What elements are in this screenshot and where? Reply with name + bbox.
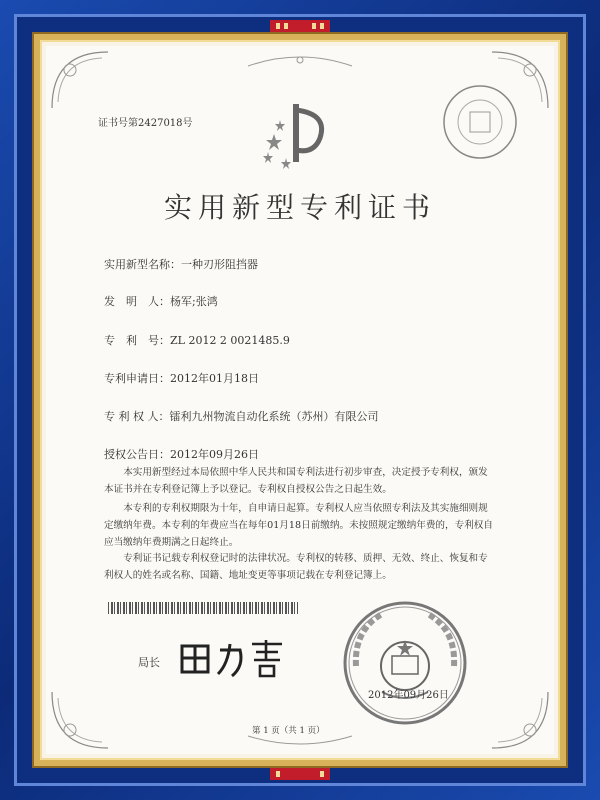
seal-date: 2012年09月26日 <box>368 690 449 701</box>
director-label: 局长 <box>138 656 160 669</box>
body-paragraph: 专利证书记载专利权登记时的法律状况。专利权的转移、质押、无效、终止、恢复和专利权人的姓名或名称、国籍、地址变更等事项记载在专利登记簿上。 <box>104 553 488 581</box>
certificate-title: 实用新型专利证书 <box>163 191 436 224</box>
certificate-paper <box>46 46 554 754</box>
page-number: 第 1 页（共 1 页） <box>252 726 325 736</box>
field-utility-name: 实用新型名称：一种刃形阻挡器 <box>104 258 258 271</box>
field-grant-date: 授权公告日：2012年09月26日 <box>104 448 259 461</box>
patent-office-emblem-icon <box>258 100 338 176</box>
body-paragraph: 本实用新型经过本局依照中华人民共和国专利法进行初步审查，决定授予专利权，颁发本证书并在专利登记簿上予以登记。专利权自授权公告之日起生效。 <box>104 467 488 495</box>
top-flourish-icon <box>246 54 354 70</box>
field-patent-number: 专 利 号：ZL 2012 2 0021485.9 <box>104 334 290 347</box>
field-filing-date: 专利申请日：2012年01月18日 <box>104 372 259 385</box>
director-signature <box>178 636 288 680</box>
field-inventor: 发 明 人：杨军;张鸿 <box>104 295 218 308</box>
field-patentee: 专 利 权 人：镭利九州物流自动化系统（苏州）有限公司 <box>104 410 379 423</box>
body-paragraph: 本专利的专利权期限为十年，自申请日起算。专利权人应当依照专利法及其实施细则规定缴纳年费。本专利的年费应当在每年01月18日前缴纳。未按照规定缴纳年费的，专利权自应当缴纳年费期满之日起终止。 <box>104 503 493 548</box>
office-stamp-icon <box>440 82 520 162</box>
certificate-number: 证书号第2427018号 <box>98 118 193 129</box>
frame-ornament-icon <box>270 14 330 38</box>
corner-flourish-icon <box>48 48 118 118</box>
official-seal-icon <box>342 600 468 726</box>
corner-flourish-icon <box>482 682 552 752</box>
barcode <box>108 602 298 614</box>
corner-flourish-icon <box>48 682 118 752</box>
frame-ornament-bottom-icon <box>270 762 330 786</box>
